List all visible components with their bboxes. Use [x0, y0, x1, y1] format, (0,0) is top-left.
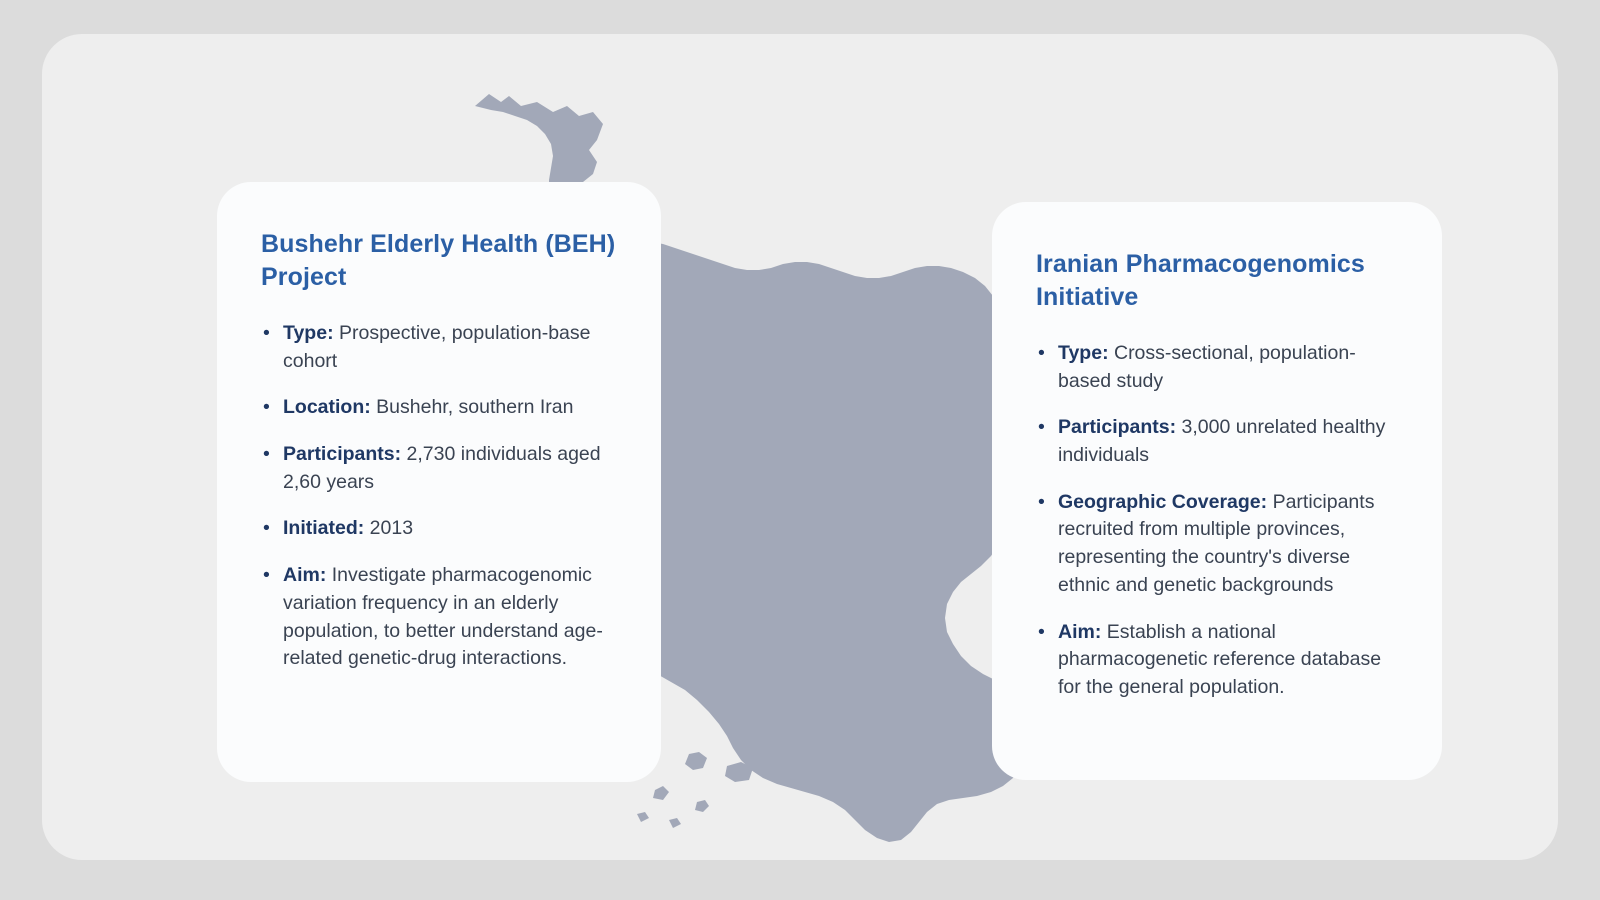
bullet-icon: •: [263, 443, 270, 466]
bullet-label: Type:: [283, 322, 334, 344]
bullet-value: 3,000 unrelated healthy individuals: [1058, 416, 1386, 467]
bullet-value: Participants recruited from multiple provinces, representing the country's diverse ethnic and genetic backgrounds: [1058, 490, 1375, 596]
bullet-label: Participants:: [283, 443, 402, 466]
bullet-icon: •: [1038, 620, 1045, 643]
list-item: [261, 320, 617, 375]
list-item: [261, 394, 617, 422]
bullet-icon: •: [1038, 416, 1045, 439]
list-item: [1036, 340, 1398, 395]
list-item: [1036, 414, 1398, 469]
bullet-value: 2013: [369, 517, 414, 540]
bullet-label: Aim:: [283, 564, 327, 587]
list-item: [261, 562, 617, 673]
bullet-value: 2,730 individuals aged 2,60 years: [283, 443, 601, 493]
card-title: Iranian Pharmacogenomics Initiative: [1036, 250, 1365, 311]
bullet-label: Initiated:: [283, 517, 365, 540]
card-iranian-pharmacogenomics-initiative: [992, 202, 1442, 780]
list-item: [261, 515, 617, 543]
bullet-value: Bushehr, southern Iran: [376, 396, 574, 419]
bullet-icon: •: [1038, 490, 1045, 513]
card-bullet-list: [261, 320, 617, 673]
bullet-label: Geographic Coverage:: [1058, 490, 1268, 513]
bullet-label: Participants:: [1058, 416, 1177, 439]
list-item: [1036, 619, 1398, 702]
bullet-icon: •: [1038, 342, 1045, 364]
bullet-label: Location:: [283, 396, 371, 419]
content-panel: [42, 34, 1558, 860]
card-title: Bushehr Elderly Health (BEH) Project: [261, 230, 616, 291]
list-item: [261, 441, 617, 496]
card-bullet-list: [1036, 340, 1398, 702]
bullet-value: Prospective, population-base cohort: [283, 322, 591, 372]
bullet-icon: •: [263, 564, 270, 587]
bullet-value: Investigate pharmacogenomic variation frequency in an elderly population, to better understand age-related genetic-drug interactions.: [283, 564, 603, 670]
bullet-icon: •: [263, 517, 270, 540]
bullet-value: Establish a national pharmacogenetic reference database for the general population.: [1058, 620, 1382, 698]
bullet-label: Aim:: [1058, 620, 1102, 643]
bullet-label: Type:: [1058, 342, 1109, 364]
list-item: [1036, 489, 1398, 600]
bullet-value: Cross-sectional, population-based study: [1058, 342, 1356, 392]
bullet-icon: •: [263, 322, 270, 344]
bullet-icon: •: [263, 396, 270, 419]
card-bushehr-elderly-health-project: [217, 182, 661, 782]
